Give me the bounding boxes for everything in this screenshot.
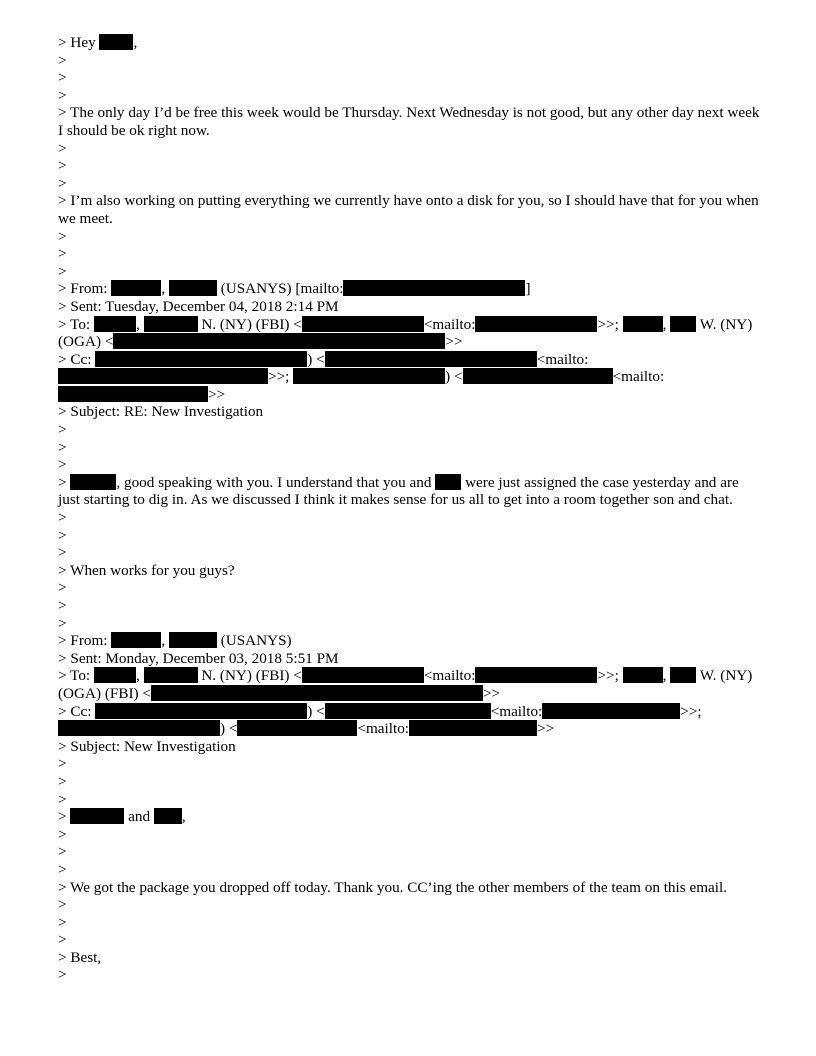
redaction: [111, 280, 161, 296]
quote-line: >: [58, 579, 67, 597]
greeting-line: > Hey ,: [58, 34, 138, 51]
redaction: [475, 316, 597, 332]
redaction: [670, 316, 696, 332]
redaction: [144, 316, 198, 332]
subject-line: > Subject: New Investigation: [58, 737, 236, 755]
cc-line: > Cc: ) < <mailto:>>; ) < <mailto:>>: [58, 350, 665, 403]
redaction: [70, 474, 116, 490]
quote-line: >: [58, 438, 67, 456]
sent-line: > Sent: Tuesday, December 04, 2018 2:14 PM: [58, 297, 339, 315]
redaction: [542, 703, 680, 719]
quote-line: >: [58, 597, 67, 614]
redaction: [169, 632, 217, 648]
redaction: [475, 667, 597, 683]
redaction: [95, 351, 307, 367]
redaction: [144, 667, 198, 683]
redaction: [70, 808, 124, 824]
redaction: [343, 280, 525, 296]
redaction: [94, 667, 136, 683]
redaction: [169, 280, 217, 296]
redaction: [435, 474, 461, 490]
cc-line: > Cc: ) < <mailto: >>; ) < <mailto: >>: [58, 702, 702, 738]
redaction: [463, 368, 613, 384]
quote-line: >: [58, 509, 67, 527]
redaction: [58, 368, 268, 384]
body-paragraph: > When works for you guys?: [58, 561, 235, 579]
quote-line: >: [58, 772, 67, 790]
to-line: > To: , N. (NY) (FBI) < <mailto: >>; , W. (NY) (OGA) (FBI) < >>: [58, 667, 753, 702]
quote-line: >: [58, 843, 67, 861]
body-paragraph: > The only day I’d be free this week would be Thursday. Next Wednesday is not good, but any other day next week I should be ok right now.: [58, 104, 760, 139]
redaction: [151, 685, 483, 701]
quote-line: >: [58, 262, 67, 280]
redaction: [58, 720, 220, 736]
quote-line: >: [58, 913, 67, 931]
signoff-line: > Best,: [58, 948, 102, 966]
quote-line: >: [58, 966, 67, 984]
subject-line: > Subject: RE: New Investigation: [58, 403, 264, 421]
quote-line: >: [58, 614, 67, 632]
redaction: [111, 632, 161, 648]
redaction: [325, 351, 537, 367]
quote-line: >: [58, 227, 67, 245]
from-line: > From: , (USANYS) [mailto: ]: [58, 280, 531, 298]
quote-line: >: [58, 931, 67, 949]
redaction: [325, 703, 491, 719]
quote-line: >: [58, 790, 67, 808]
redaction: [302, 667, 424, 683]
redaction: [409, 720, 537, 736]
redaction: [623, 316, 663, 332]
redaction: [237, 720, 357, 736]
redaction: [58, 386, 208, 402]
redaction: [94, 316, 136, 332]
quote-line: >: [58, 86, 67, 104]
quote-line: >: [58, 139, 67, 157]
redaction: [302, 316, 424, 332]
to-line: > To: , N. (NY) (FBI) < <mailto: >>; , W. (NY) (OGA) < >>: [58, 315, 753, 351]
quote-line: >: [58, 245, 67, 263]
quote-line: >: [58, 755, 67, 773]
body-paragraph: > I’m also working on putting everything we currently have onto a disk for you, so I should have that for you when we meet.: [58, 192, 759, 227]
quote-line: >: [58, 174, 67, 192]
email-document: [58, 34, 760, 984]
quote-line: >: [58, 69, 67, 87]
quote-line: >: [58, 860, 67, 878]
redaction: [99, 34, 133, 50]
redaction: [154, 808, 182, 824]
quote-line: >: [58, 825, 67, 843]
quote-line: >: [58, 526, 67, 544]
body-paragraph: > , good speaking with you. I understand that you and were just assigned the case yesterday and are just starting to dig in. As we discussed I think it makes sense for us all to get into a room together son and chat.: [58, 473, 739, 509]
redaction: [113, 333, 445, 349]
salutation-line: > and ,: [58, 808, 186, 826]
quote-line: >: [58, 544, 67, 562]
quote-line: >: [58, 51, 67, 69]
quote-line: >: [58, 896, 67, 914]
redaction: [293, 368, 445, 384]
redaction: [670, 667, 696, 683]
quote-line: >: [58, 421, 67, 439]
quote-line: >: [58, 456, 67, 474]
from-line: > From: , (USANYS): [58, 632, 292, 650]
sent-line: > Sent: Monday, December 03, 2018 5:51 PM: [58, 649, 339, 667]
quote-line: >: [58, 157, 67, 175]
body-paragraph: > We got the package you dropped off today. Thank you. CC’ing the other members of the team on this email.: [58, 878, 727, 896]
redaction: [95, 703, 307, 719]
redaction: [623, 667, 663, 683]
